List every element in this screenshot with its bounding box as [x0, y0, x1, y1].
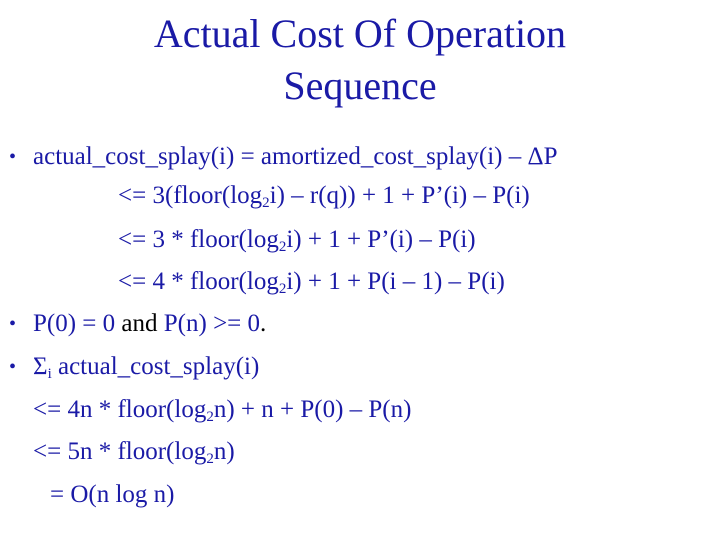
bullet-1-line-3 [118, 223, 476, 257]
bullet-3-line-3-b: n) [213, 438, 235, 465]
bullet-1-line-2 [118, 179, 530, 213]
bullet-3-sigma-subscript: i [47, 366, 52, 382]
bullet-2-part-3: P(n) >= 0 [163, 310, 261, 337]
bullet-3-line-1-rest: actual_cost_splay(i) [51, 353, 260, 380]
bullet-2-part-4: . [260, 310, 267, 337]
bullet-2-line-1 [33, 307, 266, 341]
slide-title [0, 8, 720, 112]
bullet-1-line-2-subscript: 2 [262, 195, 270, 211]
bullet-1-line-4 [118, 265, 505, 299]
bullet-1-line-1 [33, 140, 558, 174]
bullet-3-line-3-subscript: 2 [206, 451, 214, 467]
bullet-1-line-4-subscript: 2 [278, 281, 287, 297]
bullet-1-line-4-a: <= 4 * floor(log [118, 268, 279, 295]
bullet-marker-1: • [9, 146, 17, 168]
bullet-3-line-4 [50, 478, 175, 512]
bullet-2-part-1: P(0) = 0 [33, 310, 116, 337]
slide-title-line-1: Actual Cost Of Operation [153, 11, 567, 56]
bullet-3-line-3-a: <= 5n * floor(log [33, 438, 207, 465]
bullet-2-part-2: and [115, 310, 164, 337]
bullet-1-line-1-text: actual_cost_splay(i) = amortized_cost_splay(i) – ΔP [33, 143, 558, 170]
bullet-marker-2: • [9, 313, 17, 335]
bullet-3-line-1 [33, 350, 259, 384]
bullet-3-line-2-a: <= 4n * floor(log [33, 396, 207, 423]
bullet-1-line-3-subscript: 2 [278, 239, 287, 255]
bullet-1-line-3-b: i) + 1 + P’(i) – P(i) [286, 226, 476, 253]
bullet-marker-3: • [9, 356, 17, 378]
bullet-3-line-4-text: = O(n log n) [50, 481, 175, 508]
bullet-3-line-2-subscript: 2 [206, 409, 214, 425]
bullet-1-line-4-b: i) + 1 + P(i – 1) – P(i) [286, 268, 505, 295]
bullet-1-line-2-a: <= 3(floor(log [118, 182, 263, 209]
bullet-3-sigma: Σ [33, 353, 48, 380]
bullet-3-line-3 [33, 435, 235, 469]
bullet-3-line-2-b: n) + n + P(0) – P(n) [213, 396, 412, 423]
bullet-1-line-2-b: i) – r(q)) + 1 + P’(i) – P(i) [269, 182, 530, 209]
slide-title-line-2: Sequence [283, 63, 437, 108]
bullet-1-line-3-a: <= 3 * floor(log [118, 226, 279, 253]
bullet-3-line-2 [33, 393, 411, 427]
